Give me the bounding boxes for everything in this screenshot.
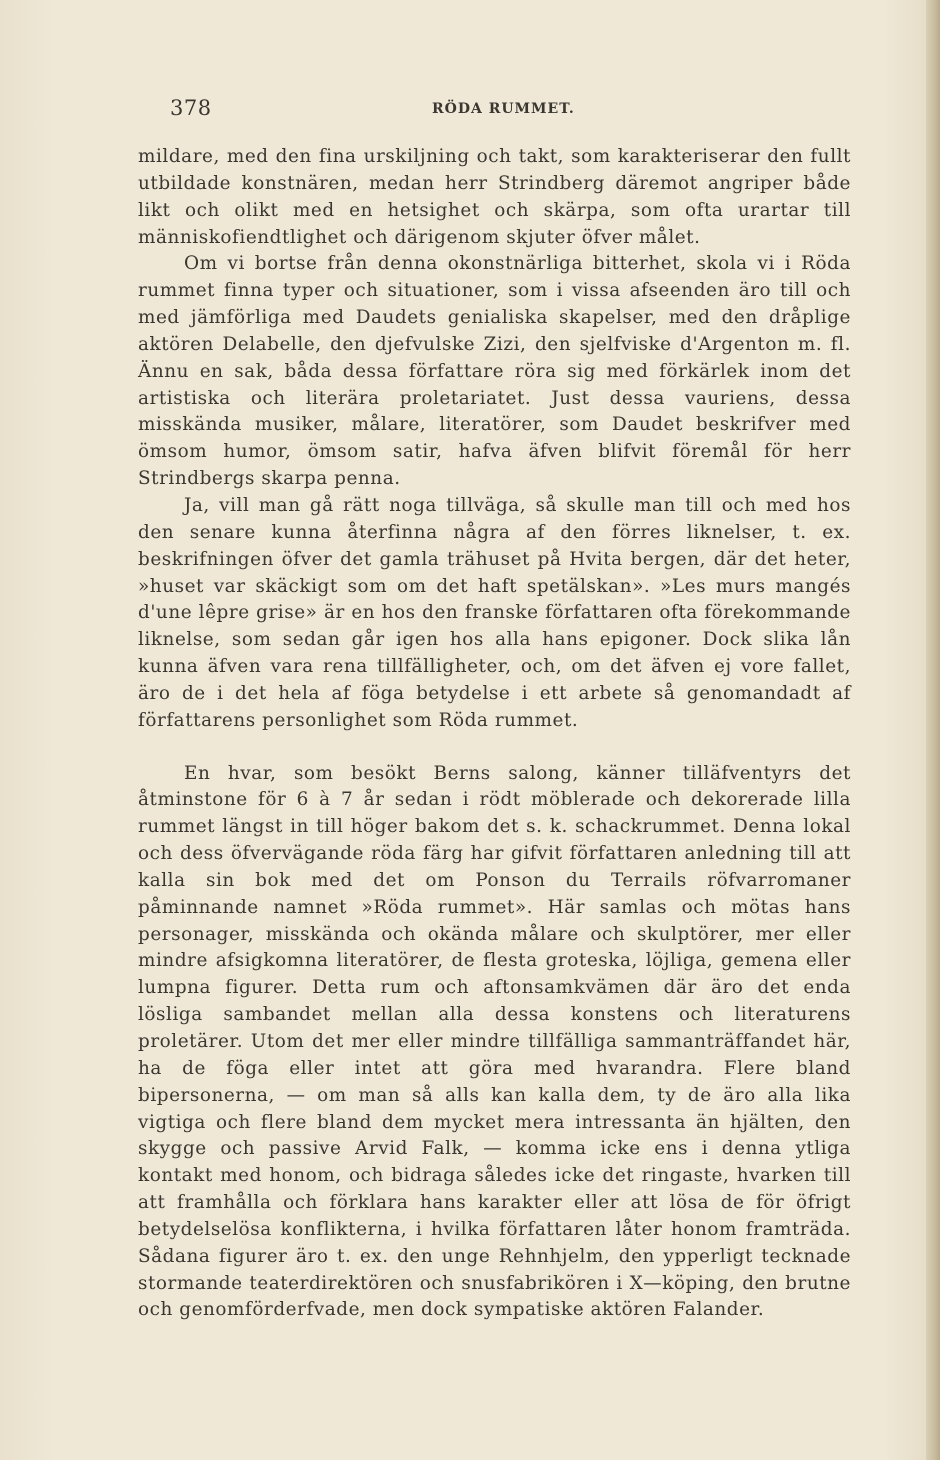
paragraph: mildare, med den fina urskiljning och takt, som karakteriserar den fullt utbildade konstnären, medan herr Strindberg däremot angriper både likt och olikt med en hetsighet och skärpa, som ofta urartar till människofiendtlighet och därigenom skjuter öfver målet. (138, 146, 851, 248)
body-text (138, 144, 851, 1324)
paragraph: Ja, vill man gå rätt noga tillväga, så skulle man till och med hos den senare kunna återfinna några af den förres liknelser, t. ex. beskrifningen öfver det gamla trähuset på Hvita bergen, där det heter, »huset var skäckigt som om det haft spetälskan». »Les murs mangés d'une lêpre grise» är en hos den franske författaren ofta förekommande liknelse, som sedan går igen hos alla hans epigoner. Dock slika lån kunna äfven vara rena tillfälligheter, och, om det äfven ej vore fallet, äro de i det hela af föga betydelse i ett arbete så genomandadt af författarens personlighet som Röda rummet. (138, 494, 851, 731)
paragraph: Om vi bortse från denna okonstnärliga bitterhet, skola vi i Röda rummet finna typer och situationer, som i vissa afseenden äro till och med jämförliga med Daudets genialiska skapelser, med den dråplige aktören Delabelle, den djefvulske Zizi, den sjelfviske d'Argenton m. fl. Ännu en sak, båda dessa författare röra sig med förkärlek inom det artistiska och literära proletariatet. Just dessa vauriens, dessa misskända musiker, målare, literatörer, som Daudet beskrifver med ömsom humor, ömsom satir, hafva äfven blifvit föremål för herr Strindbergs skarpa penna. (138, 253, 851, 490)
page-edge (926, 0, 940, 1460)
page-number: 378 (170, 96, 212, 120)
running-head: RÖDA RUMMET. (432, 101, 575, 117)
page-header (140, 96, 850, 126)
paragraph: En hvar, som besökt Berns salong, känner tilläfventyrs det åtminstone för 6 à 7 år sedan i rödt möblerade och dekorerade lilla rummet längst in till höger bakom det s. k. schackrummet. Denna lokal och dess öfvervägande röda färg har gifvit författaren anledning till att kalla sin bok med det om Ponson du Terrails röfvarromaner påminnande namnet »Röda rummet». Här samlas och mötas hans personager, misskända och okända målare och skulptörer, mer eller mindre afsigkomna literatörer, de flesta groteska, löjliga, gemena eller lumpna figurer. Detta rum och aftonsamkvämen där äro det enda lösliga sambandet mellan alla dessa konstens och literaturens proletärer. Utom det mer eller mindre tillfälliga sammanträffandet här, ha de föga eller intet att göra med hvarandra. Flere bland bipersonerna, — om man så alls kan kalla dem, ty de äro alla lika vigtiga och flere bland dem mycket mera intressanta än hjälten, den skygge och passive Arvid Falk, — komma icke ens i denna ytliga kontakt med honom, och bidraga således icke det ringaste, hvarken till att framhålla och förklara hans karakter eller att lösa de för öfrigt betydelselösa konflikterna, i hvilka författaren låter honom framträda. Sådana figurer äro t. ex. den unge Rehnhjelm, den ypperligt tecknade stormande teaterdirektören och snusfabrikören i X—köping, den brutne och genomförderfvade, men dock sympatiske aktören Falander. (138, 762, 851, 1321)
